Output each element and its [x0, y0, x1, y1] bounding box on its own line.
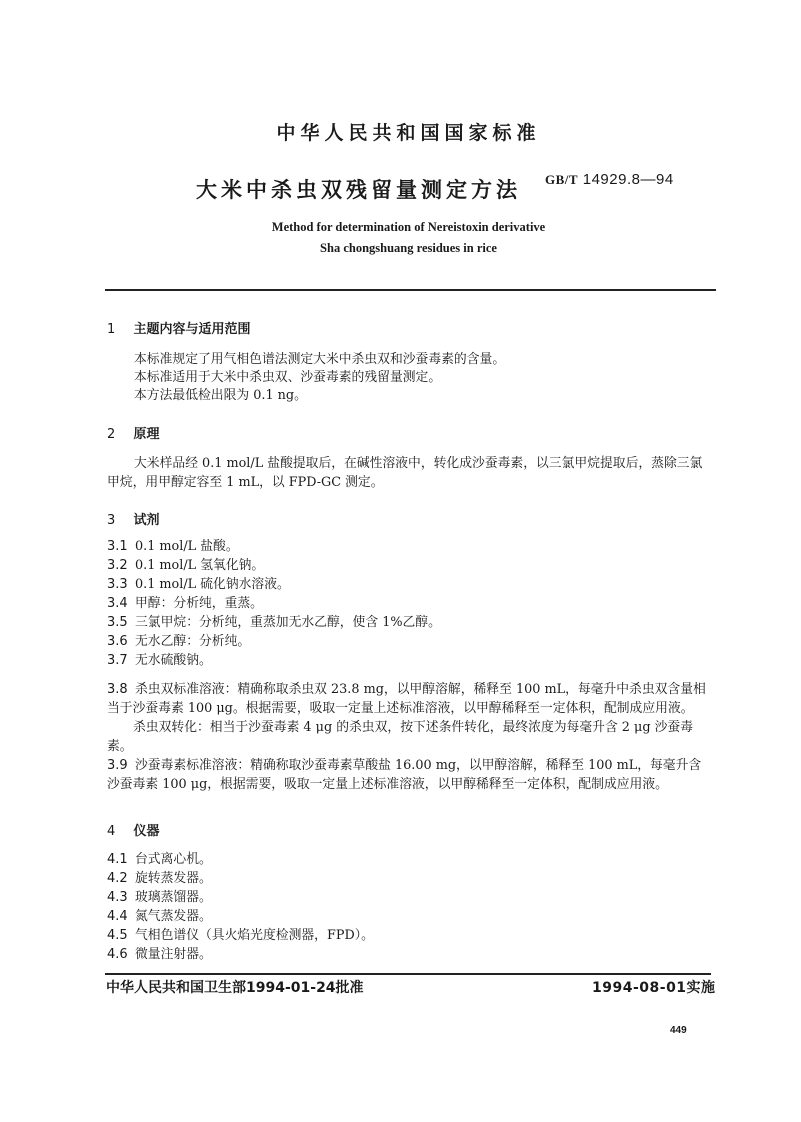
reagent-continuation: 素。: [107, 739, 133, 754]
item-number: 4.2: [107, 871, 128, 886]
reagent-item: [107, 614, 441, 632]
item-text: 0.1 mol/L 盐酸。: [135, 539, 239, 554]
item-number: 3.6: [107, 634, 128, 649]
reagent-continuation: 当于沙蚕毒素 100 μg。根据需要，吸取一定量上述标准溶液，以甲醇稀释至一定体积，配制成应用液。: [107, 701, 694, 716]
page-number: 449: [670, 1025, 687, 1036]
reagent-subparagraph: 杀虫双转化：相当于沙蚕毒素 4 μg 的杀虫双，按下述条件转化，最终浓度为每毫升含 2 μg 沙蚕毒: [133, 720, 693, 735]
item-text: 0.1 mol/L 硫化钠水溶液。: [135, 577, 290, 592]
item-text: 无水硫酸钠。: [135, 653, 212, 668]
section-title: 主题内容与适用范围: [133, 322, 251, 337]
section-number: 1: [107, 322, 116, 337]
section-number: 3: [107, 513, 116, 528]
standard-code-prefix: GB/T: [545, 172, 579, 187]
item-number: 3.4: [107, 596, 128, 611]
document-title-en-line2: Sha chongshuang residues in rice: [320, 241, 497, 255]
item-text: 微量注射器。: [135, 947, 212, 962]
instrument-item: [107, 908, 212, 926]
standard-code-number: 14929.8—94: [582, 171, 674, 188]
item-number: 3.7: [107, 653, 128, 668]
instrument-item: [107, 946, 212, 964]
section-1-heading: [107, 318, 251, 337]
instrument-item: [107, 851, 212, 869]
item-number: 4.1: [107, 852, 128, 867]
section-title: 原理: [133, 427, 160, 442]
reagent-item: [107, 757, 701, 775]
item-number: 4.3: [107, 890, 128, 905]
reagent-item: [107, 681, 706, 699]
section-title: 试剂: [133, 513, 160, 528]
section-number: 2: [107, 427, 116, 442]
section-3-heading: [107, 509, 160, 528]
item-text: 氮气蒸发器。: [135, 909, 212, 924]
reagent-item: [107, 538, 239, 556]
item-number: 4.4: [107, 909, 128, 924]
item-number: 3.3: [107, 577, 128, 592]
item-number: 3.9: [107, 758, 128, 773]
section-4-heading: [107, 820, 160, 839]
item-text: 气相色谱仪（具火焰光度检测器，FPD）。: [135, 928, 374, 943]
section-number: 4: [107, 824, 116, 839]
item-number: 3.1: [107, 539, 128, 554]
item-text: 三氯甲烷：分析纯，重蒸加无水乙醇，使含 1%乙醇。: [135, 615, 441, 630]
paragraph-line: 甲烷，用甲醇定容至 1 mL，以 FPD-GC 测定。: [107, 475, 384, 490]
reagent-item: [107, 576, 290, 594]
item-number: 3.5: [107, 615, 128, 630]
item-text: 甲醇：分析纯，重蒸。: [135, 596, 263, 611]
item-text: 旋转蒸发器。: [135, 871, 212, 886]
instrument-item: [107, 870, 212, 888]
approval-statement: 中华人民共和国卫生部1994-01-24批准: [106, 980, 364, 996]
section-2-heading: [107, 423, 160, 442]
paragraph-line: 大米样品经 0.1 mol/L 盐酸提取后，在碱性溶液中，转化成沙蚕毒素，以三氯甲烷提取后，蒸除三氯: [134, 456, 703, 471]
item-number: 4.6: [107, 947, 128, 962]
document-title-en-line1: Method for determination of Nereistoxin derivative: [271, 220, 546, 234]
reagent-item: [107, 633, 250, 651]
item-text: 台式离心机。: [135, 852, 212, 867]
header-divider: [105, 289, 716, 291]
item-number: 3.2: [107, 558, 128, 573]
paragraph-line: 本标准适用于大米中杀虫双、沙蚕毒素的残留量测定。: [134, 370, 442, 385]
item-text: 0.1 mol/L 氢氧化钠。: [135, 558, 265, 573]
reagent-item: [107, 652, 212, 670]
item-text: 沙蚕毒素标准溶液：精确称取沙蚕毒素草酸盐 16.00 mg，以甲醇溶解，稀释至 100 mL，每毫升含: [135, 758, 702, 773]
implementation-date: 1994-08-01实施: [592, 980, 716, 996]
standard-type-heading: 中华人民共和国国家标准: [276, 122, 541, 144]
item-text: 无水乙醇：分析纯。: [135, 634, 251, 649]
standard-code: [545, 171, 674, 188]
section-title: 仪器: [133, 824, 160, 839]
instrument-item: [107, 927, 374, 945]
footer-divider: [105, 973, 711, 975]
paragraph-line: 本方法最低检出限为 0.1 ng。: [134, 388, 307, 403]
document-title-cn: 大米中杀虫双残留量测定方法: [196, 178, 521, 202]
item-text: 杀虫双标准溶液：精确称取杀虫双 23.8 mg，以甲醇溶解，稀释至 100 mL，每毫升中杀虫双含量相: [135, 682, 706, 697]
paragraph-line: 本标准规定了用气相色谱法测定大米中杀虫双和沙蚕毒素的含量。: [134, 352, 506, 367]
instrument-item: [107, 889, 212, 907]
reagent-item: [107, 557, 264, 575]
reagent-item: [107, 595, 263, 613]
item-number: 4.5: [107, 928, 128, 943]
item-text: 玻璃蒸馏器。: [135, 890, 212, 905]
item-number: 3.8: [107, 682, 128, 697]
reagent-continuation: 沙蚕毒素 100 μg，根据需要，吸取一定量上述标准溶液，以甲醇稀释至一定体积，配制成应用液。: [107, 777, 668, 792]
